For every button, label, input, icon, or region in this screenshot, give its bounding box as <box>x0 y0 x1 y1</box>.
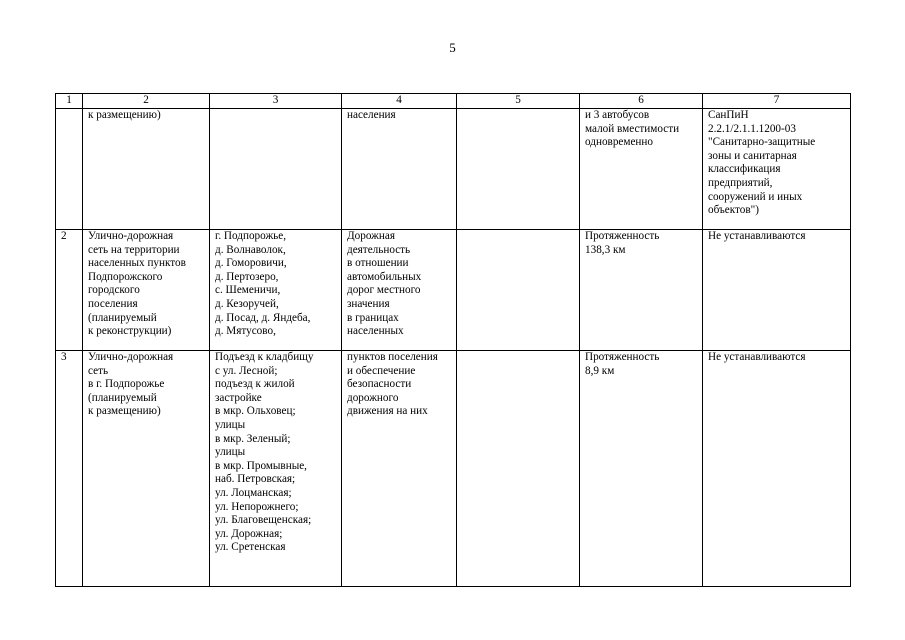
zone-cell: Не устанавливаются <box>703 351 851 587</box>
row-number <box>56 109 83 230</box>
purpose-cell: населения <box>342 109 457 230</box>
header-col-4: 4 <box>342 94 457 109</box>
empty-cell <box>457 351 580 587</box>
zone-cell: Не устанавливаются <box>703 230 851 351</box>
header-row <box>56 94 851 109</box>
characteristics-cell: Протяженность 138,3 км <box>580 230 703 351</box>
table-row <box>56 351 851 587</box>
characteristics-cell: и 3 автобусов малой вместимости одновременно <box>580 109 703 230</box>
purpose-cell: Дорожная деятельность в отношении автомобильных дорог местного значения в границах населенных <box>342 230 457 351</box>
header-col-6: 6 <box>580 94 703 109</box>
empty-cell <box>457 230 580 351</box>
header-col-3: 3 <box>210 94 342 109</box>
header-col-1: 1 <box>56 94 83 109</box>
header-col-5: 5 <box>457 94 580 109</box>
data-table <box>55 93 851 587</box>
empty-cell <box>457 109 580 230</box>
purpose-cell: пунктов поселения и обеспечение безопасности дорожного движения на них <box>342 351 457 587</box>
row-number: 2 <box>56 230 83 351</box>
object-name-cell: к размещению) <box>83 109 210 230</box>
characteristics-cell: Протяженность 8,9 км <box>580 351 703 587</box>
object-name-cell: Улично-дорожная сеть на территории населенных пунктов Подпорожского городского поселения (планируемый к реконструкции) <box>83 230 210 351</box>
header-col-2: 2 <box>83 94 210 109</box>
table-row <box>56 230 851 351</box>
row-number: 3 <box>56 351 83 587</box>
zone-cell: СанПиН 2.2.1/2.1.1.1200-03 "Санитарно-защитные зоны и санитарная классификация предприятий, сооружений и иных объектов") <box>703 109 851 230</box>
header-col-7: 7 <box>703 94 851 109</box>
object-name-cell: Улично-дорожная сеть в г. Подпорожье (планируемый к размещению) <box>83 351 210 587</box>
location-cell <box>210 109 342 230</box>
location-cell: Подъезд к кладбищу с ул. Лесной; подъезд к жилой застройке в мкр. Ольховец; улицы в мкр. Зеленый; улицы в мкр. Промывные, наб. Петровская; ул. Лоцманская; ул. Непорожнего; ул. Благовещенская; ул. Дорожная; ул. Сретенская <box>210 351 342 587</box>
table-row <box>56 109 851 230</box>
page-number: 5 <box>449 40 456 55</box>
location-cell: г. Подпорожье, д. Волнаволок, д. Гоморовичи, д. Пертозеро, с. Шеменичи, д. Кезоручей, д. Посад, д. Яндеба, д. Мятусово, <box>210 230 342 351</box>
